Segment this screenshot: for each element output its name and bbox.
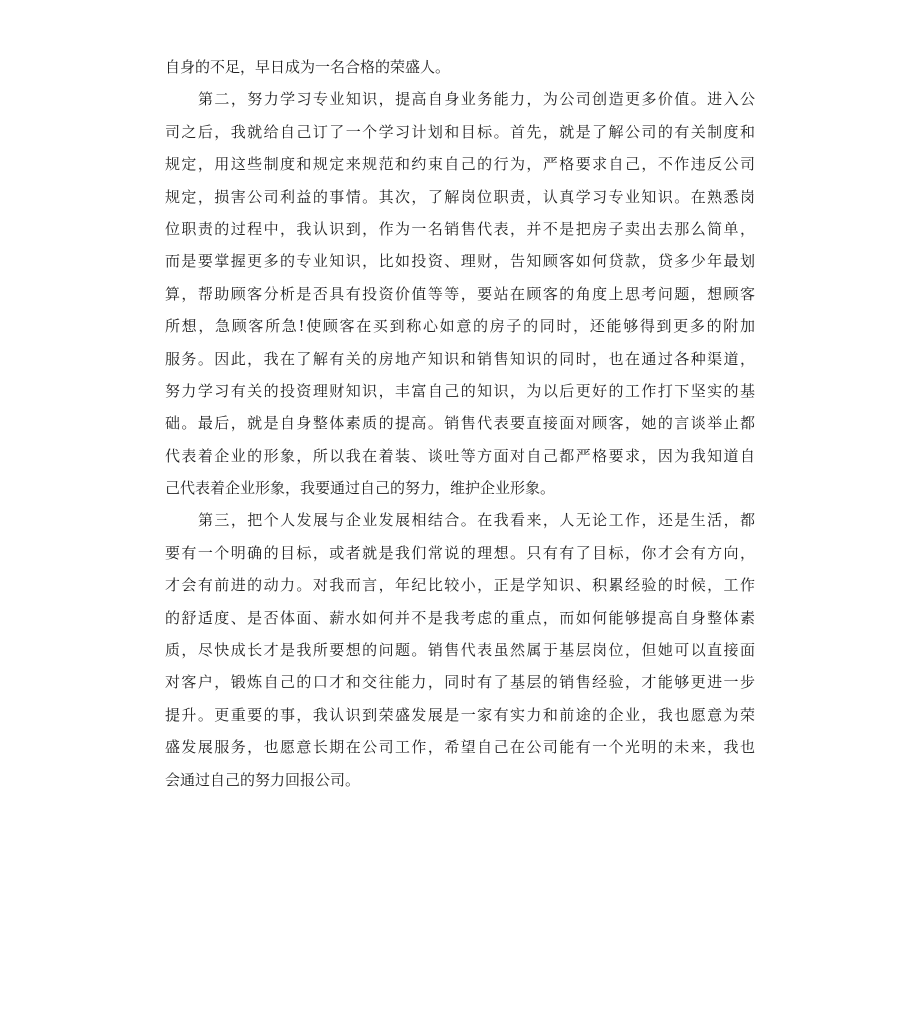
text-line: 盛发展服务，也愿意长期在公司工作，希望自己在公司能有一个光明的未来，我也: [165, 738, 755, 757]
text-line: 第二，努力学习专业知识，提高自身业务能力，为公司创造更多价值。进入公: [198, 90, 755, 109]
text-line: 服务。因此，我在了解有关的房地产知识和销售知识的同时，也在通过各种渠道，: [165, 349, 755, 368]
text-line: 规定，损害公司利益的事情。其次，了解岗位职责，认真学习专业知识。在熟悉岗: [165, 187, 755, 206]
text-line: 规定，用这些制度和规定来规范和约束自己的行为，严格要求自己，不作违反公司: [165, 155, 755, 174]
text-line: 的舒适度、是否体面、薪水如何并不是我考虑的重点，而如何能够提高自身整体素: [165, 608, 755, 627]
text-line: 质，尽快成长才是我所要想的问题。销售代表虽然属于基层岗位，但她可以直接面: [165, 641, 755, 660]
text-line: 己代表着企业形象，我要通过自己的努力，维护企业形象。: [165, 479, 556, 498]
paragraph-continued: [165, 51, 755, 83]
text-line: 第三，把个人发展与企业发展相结合。在我看来，人无论工作，还是生活，都: [198, 511, 755, 530]
document-page: [165, 51, 755, 796]
text-line: 才会有前进的动力。对我而言，年纪比较小，正是学知识、积累经验的时候，工作: [165, 576, 755, 595]
paragraph-third: [165, 504, 755, 796]
text-line: 自身的不足，早日成为一名合格的荣盛人。: [165, 58, 451, 76]
text-line: 要有一个明确的目标，或者就是我们常说的理想。只有有了目标，你才会有方向，: [165, 543, 755, 562]
text-line: 础。最后，就是自身整体素质的提高。销售代表要直接面对顾客，她的言谈举止都: [165, 414, 755, 433]
text-line: 司之后，我就给自己订了一个学习计划和目标。首先，就是了解公司的有关制度和: [165, 122, 755, 141]
text-line: 会通过自己的努力回报公司。: [165, 770, 361, 789]
text-line: 而是要掌握更多的专业知识，比如投资、理财，告知顾客如何贷款，贷多少年最划: [165, 252, 755, 271]
paragraph-second: [165, 83, 755, 504]
text-line: 努力学习有关的投资理财知识，丰富自己的知识，为以后更好的工作打下坚实的基: [165, 381, 755, 400]
text-line: 提升。更重要的事，我认识到荣盛发展是一家有实力和前途的企业，我也愿意为荣: [165, 705, 755, 724]
text-line: 对客户，锻炼自己的口才和交往能力，同时有了基层的销售经验，才能够更进一步: [165, 673, 755, 692]
text-line: 代表着企业的形象，所以我在着装、谈吐等方面对自己都严格要求，因为我知道自: [165, 446, 755, 465]
text-line: 算，帮助顾客分析是否具有投资价值等等，要站在顾客的角度上思考问题，想顾客: [165, 284, 755, 303]
text-line: 位职责的过程中，我认识到，作为一名销售代表，并不是把房子卖出去那么简单，: [165, 219, 755, 238]
text-line: 所想，急顾客所急!使顾客在买到称心如意的房子的同时，还能够得到更多的附加: [165, 317, 755, 336]
